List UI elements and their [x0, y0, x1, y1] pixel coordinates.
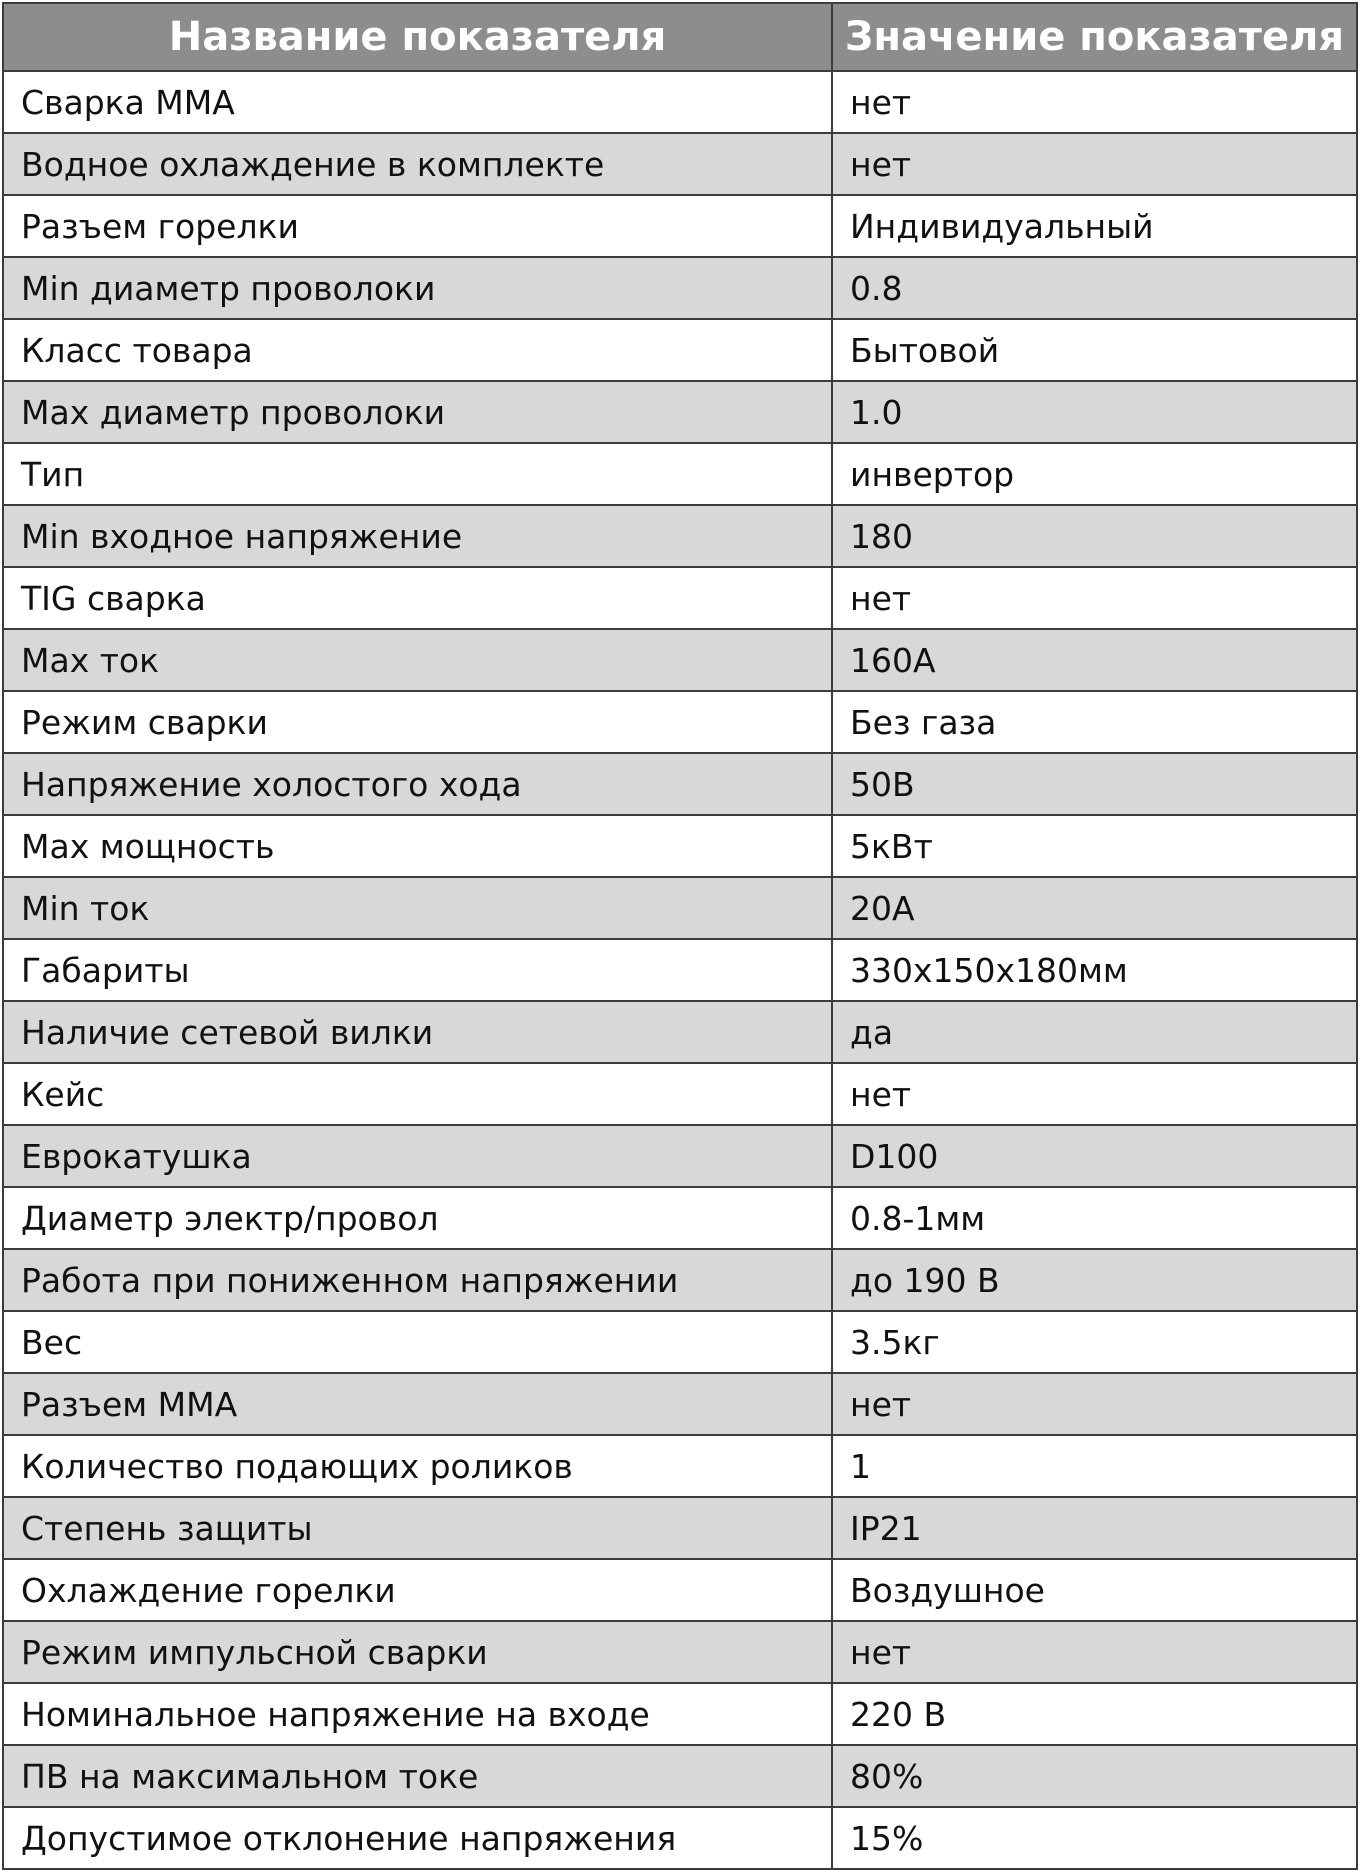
row-value-cell: нет: [832, 133, 1357, 195]
table-row: [3, 1063, 1357, 1125]
header-value-column: Значение показателя: [832, 3, 1357, 71]
table-row: [3, 1311, 1357, 1373]
table-row: [3, 1125, 1357, 1187]
row-value-cell: нет: [832, 1063, 1357, 1125]
row-name-cell: Max мощность: [3, 815, 832, 877]
table-row: [3, 195, 1357, 257]
table-header: [3, 3, 1357, 71]
table-row: [3, 257, 1357, 319]
table-row: [3, 815, 1357, 877]
table-row: [3, 877, 1357, 939]
row-value-cell: 3.5кг: [832, 1311, 1357, 1373]
table-row: [3, 629, 1357, 691]
spec-table: [2, 2, 1358, 1870]
row-value-cell: D100: [832, 1125, 1357, 1187]
table-row: [3, 939, 1357, 1001]
row-name-cell: Сварка MMA: [3, 71, 832, 133]
table-row: [3, 71, 1357, 133]
row-value-cell: да: [832, 1001, 1357, 1063]
row-value-cell: IP21: [832, 1497, 1357, 1559]
row-value-cell: нет: [832, 71, 1357, 133]
row-name-cell: Наличие сетевой вилки: [3, 1001, 832, 1063]
table-row: [3, 1559, 1357, 1621]
table-row: [3, 381, 1357, 443]
row-name-cell: Вес: [3, 1311, 832, 1373]
row-name-cell: Кейс: [3, 1063, 832, 1125]
row-value-cell: 330x150x180мм: [832, 939, 1357, 1001]
row-name-cell: Охлаждение горелки: [3, 1559, 832, 1621]
row-value-cell: нет: [832, 1621, 1357, 1683]
table-row: [3, 753, 1357, 815]
row-value-cell: 1.0: [832, 381, 1357, 443]
table-row: [3, 319, 1357, 381]
row-name-cell: Класс товара: [3, 319, 832, 381]
table-row: [3, 567, 1357, 629]
row-name-cell: Тип: [3, 443, 832, 505]
table-row: [3, 505, 1357, 567]
row-name-cell: Min ток: [3, 877, 832, 939]
header-name-column: Название показателя: [3, 3, 832, 71]
table-row: [3, 1683, 1357, 1745]
table-row: [3, 1435, 1357, 1497]
row-name-cell: Режим сварки: [3, 691, 832, 753]
row-name-cell: Разъем горелки: [3, 195, 832, 257]
row-value-cell: 160А: [832, 629, 1357, 691]
row-name-cell: Степень защиты: [3, 1497, 832, 1559]
row-value-cell: 15%: [832, 1807, 1357, 1869]
row-name-cell: Напряжение холостого хода: [3, 753, 832, 815]
table-row: [3, 1001, 1357, 1063]
row-name-cell: Водное охлаждение в комплекте: [3, 133, 832, 195]
row-value-cell: инвертор: [832, 443, 1357, 505]
row-value-cell: Индивидуальный: [832, 195, 1357, 257]
row-value-cell: нет: [832, 567, 1357, 629]
row-name-cell: Работа при пониженном напряжении: [3, 1249, 832, 1311]
table-row: [3, 1187, 1357, 1249]
row-value-cell: 50В: [832, 753, 1357, 815]
table-row: [3, 1807, 1357, 1869]
row-name-cell: Разъем MMA: [3, 1373, 832, 1435]
row-value-cell: Воздушное: [832, 1559, 1357, 1621]
table-row: [3, 133, 1357, 195]
table-row: [3, 1745, 1357, 1807]
row-name-cell: Количество подающих роликов: [3, 1435, 832, 1497]
row-value-cell: 80%: [832, 1745, 1357, 1807]
row-value-cell: 0.8: [832, 257, 1357, 319]
row-value-cell: Без газа: [832, 691, 1357, 753]
row-value-cell: Бытовой: [832, 319, 1357, 381]
table-row: [3, 1621, 1357, 1683]
row-value-cell: нет: [832, 1373, 1357, 1435]
row-name-cell: Габариты: [3, 939, 832, 1001]
row-name-cell: TIG сварка: [3, 567, 832, 629]
row-value-cell: 180: [832, 505, 1357, 567]
row-name-cell: Еврокатушка: [3, 1125, 832, 1187]
row-value-cell: 1: [832, 1435, 1357, 1497]
table-row: [3, 443, 1357, 505]
row-value-cell: 220 В: [832, 1683, 1357, 1745]
row-name-cell: Допустимое отклонение напряжения: [3, 1807, 832, 1869]
row-value-cell: до 190 В: [832, 1249, 1357, 1311]
row-name-cell: Max диаметр проволоки: [3, 381, 832, 443]
table-row: [3, 1249, 1357, 1311]
table-row: [3, 1373, 1357, 1435]
row-name-cell: Диаметр электр/провол: [3, 1187, 832, 1249]
header-row: [3, 3, 1357, 71]
row-name-cell: Max ток: [3, 629, 832, 691]
row-name-cell: Min диаметр проволоки: [3, 257, 832, 319]
table-row: [3, 1497, 1357, 1559]
table-body: [3, 71, 1357, 1869]
table-row: [3, 691, 1357, 753]
row-name-cell: Min входное напряжение: [3, 505, 832, 567]
row-name-cell: Номинальное напряжение на входе: [3, 1683, 832, 1745]
row-name-cell: ПВ на максимальном токе: [3, 1745, 832, 1807]
row-value-cell: 20А: [832, 877, 1357, 939]
row-value-cell: 0.8-1мм: [832, 1187, 1357, 1249]
row-value-cell: 5кВт: [832, 815, 1357, 877]
row-name-cell: Режим импульсной сварки: [3, 1621, 832, 1683]
